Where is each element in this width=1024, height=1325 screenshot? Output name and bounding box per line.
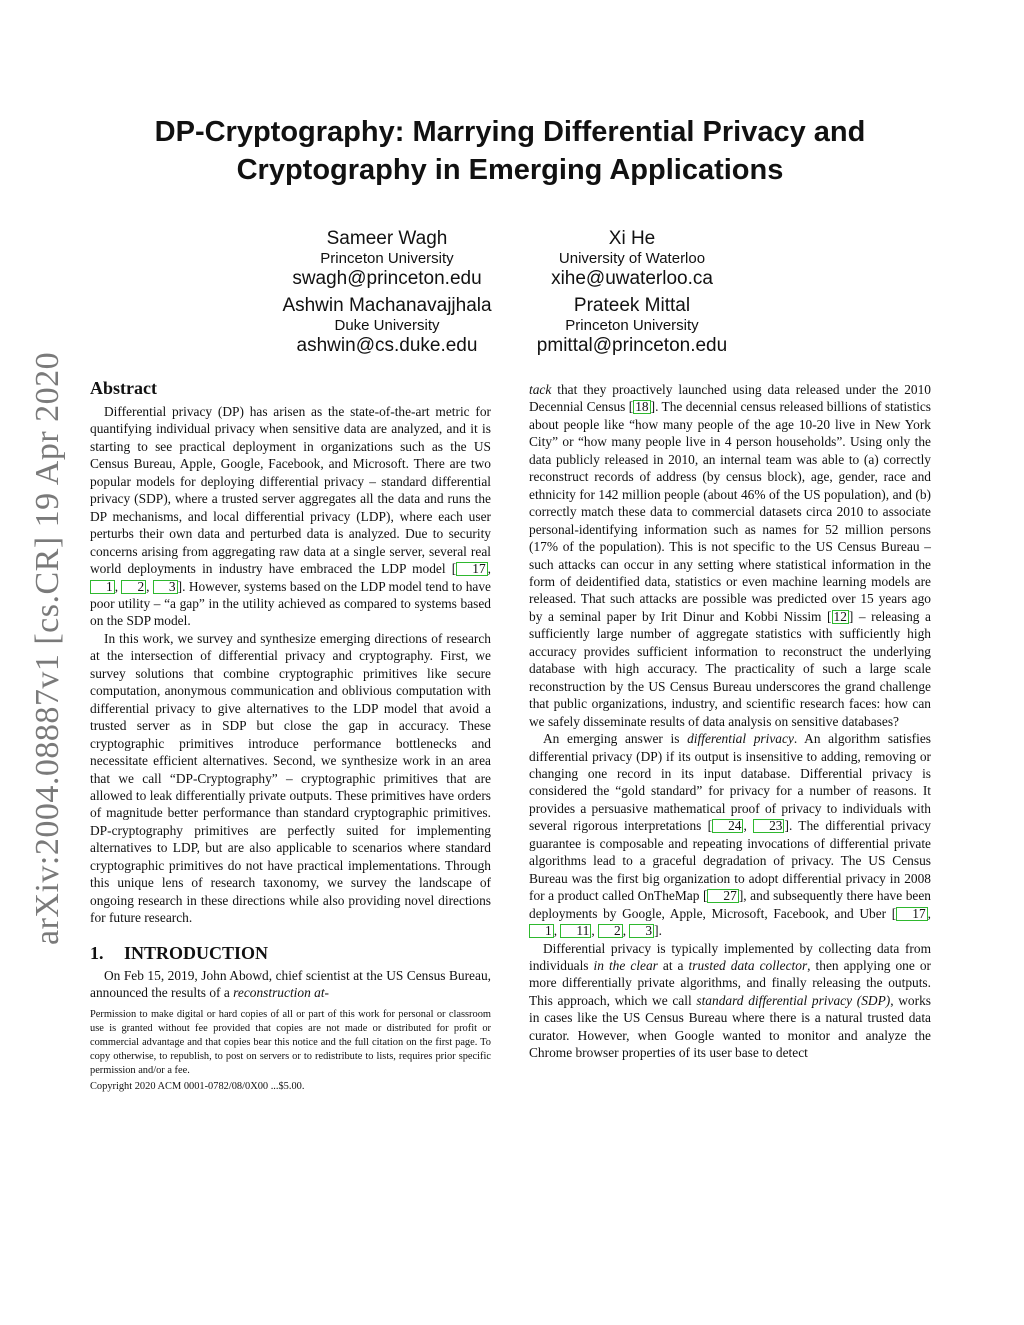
body-text: that they proactively launched using data released under the 2010 Decennial Census [529, 382, 931, 415]
intro-paragraph-1-continued: tack that they proactively launched using data released under the 2010 Decennial Census [ 18 ]. The decennial census released billions of statistics about people like “how many people of the age 10-20 live in New York City” or “how many people live in 4 person households”. Using only the data publicly released in 2010, an internal team was able to (a) correctly reconstruct records of address (by census block), age, gender, race and ethnicity for 142 million people (about 46% of the US population), and (b) correctly match these data to commercial datasets circa 2010 to associate personal-identifying information such as names for 52 million persons (17% of the population). This is not specific to the US Census Bureau – such attacks can occur in any setting where statistical information in the form of deidentified data, statistics or even machine learning models are released. That such attacks are possible was predicted over 15 years ago by a seminal paper by Irit Dinur and Kobbi Nissim [ 12 ] – releasing a sufficiently large number of aggregate statistics with sufficiently high accuracy provides sufficient information to reconstruct the underlying database with high accuracy. The practicality of such a large scale reconstruction by the US Census Bureau underscores the grand challenge that public organizations, industry, and scientific research faces: how can we safely disseminate results of data analysis on sensitive databases? [529, 382, 931, 729]
section-heading-introduction [90, 941, 491, 965]
body-text: . An algorithm satisfies differential privacy (DP) if its output is insensitive to adding, removing or changing one record in its input database. Differential privacy is considered the “gold standard” for privacy for a number of reasons. It provides a persuasive mathematical proof of privacy to individuals with several rigorous interpretations [529, 731, 931, 834]
abstract-body [90, 403, 491, 927]
citation-link[interactable]: 17 [456, 562, 487, 576]
author-affiliation: Duke University [334, 317, 440, 334]
right-column [529, 381, 931, 1062]
abstract-text: Differential privacy (DP) has arisen as the state-of-the-art metric for quantifying individual privacy when sensitive data are analyzed, and it is starting to see practical deployment in organizations such as the US Census Bureau, Apple, Google, Facebook, and Microsoft. There are two popular models for deploying differential privacy – standard differential privacy (SDP), where a trusted server aggregates all the data and runs the DP mechanisms, and local differential privacy (LDP), where each user perturbs their own data and perturbed data is analyzed. Due to security concerns arising from aggregating raw data at a single server, several real world deployments in industry have embraced the LDP model [90, 404, 491, 577]
citation-link[interactable]: 2 [121, 580, 146, 594]
permission-notice [90, 1008, 491, 1094]
citation-link[interactable]: 24 [712, 819, 743, 833]
citation-link[interactable]: 18 [635, 399, 649, 415]
citation-link[interactable]: 1 [90, 580, 115, 594]
abstract-paragraph-1: Differential privacy (DP) has arisen as the state-of-the-art metric for quantifying individual privacy when sensitive data are analyzed, and it is starting to see practical deployment in organizations such as the US Census Bureau, Apple, Google, Facebook, and Microsoft. There are two popular models for deploying differential privacy – standard differential privacy (SDP), where a trusted server aggregates all the data and runs the DP mechanisms, and local differential privacy (LDP), where each user perturbs their own data and perturbed data is analyzed. Due to security concerns arising from aggregating raw data at a single server, several real world deployments in industry have embraced the LDP model [ 17 , 1 , 2 , 3 ]. However, systems based on the LDP model tend to have poor utility – “a gap” in the utility achieved as compared to systems based on the SDP model. [90, 404, 491, 629]
emphasis-text: reconstruction at- [233, 985, 329, 1001]
emphasis-text: tack [529, 382, 552, 397]
emphasis-text: differential privacy [687, 731, 794, 747]
left-column [90, 376, 491, 1094]
intro-paragraph-3 [529, 940, 931, 1062]
body-text: An emerging answer is [543, 731, 688, 747]
body-text: On Feb 15, 2019, John Abowd, chief scientist at the US Census Bureau, announced the results of a [90, 967, 491, 1001]
body-text: . The decennial census released billions of statistics about people like “how many people of the age 10-20 live in New York City” or “how many people live in 4 person households”. Using only the data publicly released in 2010, an internal team was able to (a) correctly reconstruct records of address (by census block), age, gender, race and ethnicity for 142 million people (about 46% of the US population), and (b) correctly match these data to commercial datasets circa 2010 to associate personal-identifying information such as names for 52 million persons (17% of the population). This is not specific to the US Census Bureau – such attacks can occur in any setting where statistical information in the form of deidentified data, statistics or even machine learning models are released. That such attacks are possible was predicted over 15 years ago by a seminal paper by Irit Dinur and Kobbi Nissim [529, 399, 931, 624]
author-affiliation: Princeton University [565, 317, 699, 334]
intro-paragraph-1-start [90, 967, 491, 1002]
citation-link[interactable]: 3 [153, 580, 178, 594]
section-number: 1. [90, 942, 104, 963]
emphasis-text: standard differential privacy (SDP) [696, 992, 891, 1008]
body-text: , works in cases like the US Census Bureau where there is a natural trusted data curator. However, when Google wanted to monitor and analyze the Chrome browser properties of its user base to detect [529, 992, 931, 1061]
author-affiliation: Princeton University [320, 250, 454, 267]
author-block-he [507, 228, 757, 290]
citation-link[interactable]: 23 [753, 819, 784, 833]
author-email: ashwin@cs.duke.edu [296, 335, 478, 356]
citation-link[interactable]: 11 [560, 924, 591, 938]
body-text: at a [657, 957, 689, 973]
author-email: swagh@princeton.edu [292, 268, 482, 289]
citation-link[interactable]: 2 [598, 924, 623, 938]
title-line-1: DP-Cryptography: Marrying Differential Privacy and [154, 116, 866, 148]
body-text: . [658, 923, 662, 939]
citation-link[interactable]: 3 [629, 924, 654, 938]
title-line-2: Cryptography in Emerging Applications [236, 154, 784, 186]
body-text: , then applying one or more differentially private algorithms, and finally releasing the outputs. This approach, which we call [529, 957, 931, 1008]
emphasis-text: trusted data collector [688, 957, 808, 973]
copyright-line: Copyright 2020 ACM 0001-0782/08/0X00 ...$5.00. [90, 1080, 305, 1092]
body-text: – releasing a sufficiently large number of aggregate statistics with sufficiently high accuracy provides sufficient information to reconstruct the underlying database with high accuracy. The practicality of such a large scale reconstruction by the US Census Bureau underscores the grand challenge that public organizations, industry, and scientific research faces: how can we safely disseminate results of data analysis on sensitive databases? [529, 608, 931, 729]
author-name: Sameer Wagh [326, 228, 448, 249]
paper-title [100, 113, 920, 189]
author-email: xihe@uwaterloo.ca [551, 268, 713, 289]
author-block-machanavajjhala [262, 295, 512, 357]
author-name: Xi He [608, 228, 656, 249]
citation-link[interactable]: 27 [707, 889, 738, 903]
citation-link[interactable]: 1 [529, 924, 554, 938]
intro-paragraph-2: An emerging answer is differential privacy. An algorithm satisfies differential privacy (DP) if its output is insensitive to adding, removing or changing one record in its input database. Differential privacy is considered the “gold standard” for privacy for a number of reasons. It provides a persuasive mathematical proof of privacy to individuals with several rigorous interpretations [ 24 , 23 ]. The differential privacy guarantee is composable and repeating invocations of differential private algorithms lead to a graceful degradation of privacy. The US Census Bureau was the first big organization to adopt differential privacy in 2008 for a product called OnTheMap [ 27 ], and subsequently there have been deployments by Google, Apple, Microsoft, Facebook, and Uber [ 17 , 1 , 11 , 2 , 3 ]. [529, 731, 931, 939]
permission-text: Permission to make digital or hard copies of all or part of this work for personal or classroom use is granted without fee provided that copies are not made or distributed for profit or commercial advantage and that copies bear this notice and the full citation on the first page. To copy otherwise, to republish, to post on servers or to redistribute to lists, requires prior specific permission and/or a fee. [90, 1008, 491, 1076]
abstract-heading: Abstract [90, 378, 157, 398]
citation-link[interactable]: 12 [833, 608, 847, 624]
arxiv-identifier-stamp: arXiv:2004.08887v1 [cs.CR] 19 Apr 2020 [29, 351, 66, 945]
author-name: Prateek Mittal [573, 295, 691, 316]
author-name: Ashwin Machanavajjhala [282, 295, 492, 316]
author-block-mittal [507, 295, 757, 357]
abstract-paragraph-2: In this work, we survey and synthesize emerging directions of research at the intersection of differential privacy and cryptography. First, we survey solutions that combine cryptographic primitives like secure computation, anonymous communication and oblivious computation with differential privacy to give alternatives to the LDP model that avoid a trusted server as in SDP but close the gap in accuracy. These cryptographic primitives introduce performance bottlenecks and necessitate efficient alternatives. Second, we synthesize work in an area that we call “DP-Cryptography” – cryptographic primitives that are allowed to leak differentially private outputs. These primitives have orders of magnitude better performance than standard cryptographic primitives. DP-cryptography primitives are perfectly suited for implementing alternatives to LDP, but are also applicable to scenarios where standard cryptographic primitives do not have practical implementations. Through this unique lens of research taxonomy, we survey the landscape of ongoing research in these directions while also providing novel directions for future research. [90, 630, 491, 926]
citation-link[interactable]: 17 [896, 907, 927, 921]
emphasis-text: in the clear [593, 957, 658, 973]
section-title: INTRODUCTION [124, 942, 269, 963]
body-text: Differential privacy is typically implemented by collecting data from individuals [529, 940, 931, 973]
body-text: . The differential privacy guarantee is composable and repeating invocations of differential private algorithms lead to a graceful degradation of privacy. The US Census Bureau was the first big organization to adopt differential privacy in 2008 for a product called OnTheMap [529, 818, 931, 904]
abstract-text: . However, systems based on the LDP model tend to have poor utility – “a gap” in the utility achieved as compared to systems based on the SDP model. [90, 578, 491, 629]
body-text: , and subsequently there have been deployments by Google, Apple, Microsoft, Facebook, and Uber [529, 888, 931, 921]
author-block-wagh [262, 228, 512, 290]
author-affiliation: University of Waterloo [558, 250, 706, 267]
author-email: pmittal@princeton.edu [536, 335, 728, 356]
